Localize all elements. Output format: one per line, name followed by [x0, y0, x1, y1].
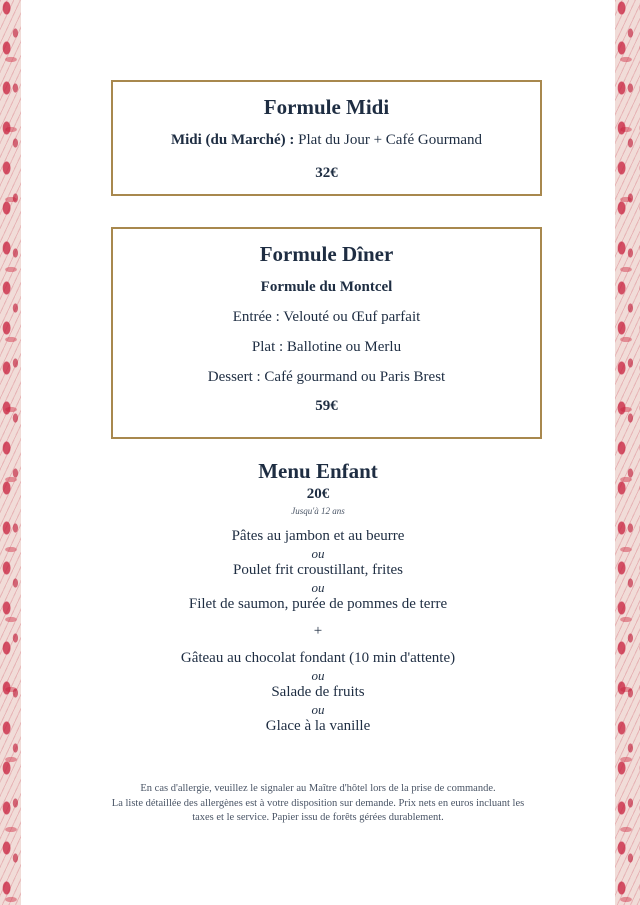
enfant-item: Salade de fruits — [271, 684, 365, 700]
enfant-price: 20€ — [306, 486, 330, 502]
enfant-title: Menu Enfant — [258, 459, 378, 483]
enfant-or: ou — [311, 702, 325, 717]
diner-entree: Entrée : Velouté ou Œuf parfait — [232, 309, 421, 325]
enfant-item: Glace à la vanille — [265, 718, 371, 734]
toile-border-right — [615, 0, 640, 905]
footer-line: En cas d'allergie, veuillez le signaler au Maître d'hôtel lors de la prise de commande. — [140, 783, 496, 794]
enfant-or: ou — [311, 546, 325, 561]
formule-midi-box — [111, 80, 542, 196]
footer-line: taxes et le service. Papier issu de forêts gérées durablement. — [192, 812, 444, 823]
midi-price: 32€ — [315, 165, 338, 181]
formule-diner-box — [111, 227, 542, 439]
allergy-footer — [21, 782, 615, 826]
enfant-item: Filet de saumon, purée de pommes de terre — [188, 596, 448, 612]
midi-sep: : — [285, 132, 299, 148]
diner-subtitle: Formule du Montcel — [260, 279, 393, 295]
enfant-item: Pâtes au jambon et au beurre — [231, 528, 405, 544]
midi-label: Midi (du Marché) — [170, 132, 286, 148]
formule-diner-title: Formule Dîner — [259, 242, 394, 266]
enfant-item: Gâteau au chocolat fondant (10 min d'attente) — [180, 650, 456, 666]
enfant-age: Jusqu'à 12 ans — [291, 506, 345, 516]
toile-border-left — [0, 0, 21, 905]
diner-plat: Plat : Ballotine ou Merlu — [251, 339, 402, 355]
enfant-item: Poulet frit croustillant, frites — [233, 562, 403, 578]
midi-line — [113, 132, 540, 149]
diner-price: 59€ — [315, 398, 338, 414]
enfant-or: ou — [311, 580, 325, 595]
formule-midi-title: Formule Midi — [263, 95, 390, 119]
midi-desc: Plat du Jour + Café Gourmand — [298, 132, 483, 148]
footer-line: La liste détaillée des allergènes est à votre disposition sur demande. Prix nets en euros incluant les — [111, 797, 525, 809]
enfant-plus: + — [313, 623, 323, 639]
diner-dessert: Dessert : Café gourmand ou Paris Brest — [207, 369, 446, 385]
enfant-items — [21, 526, 615, 737]
enfant-or: ou — [311, 668, 325, 683]
menu-enfant — [21, 459, 615, 737]
